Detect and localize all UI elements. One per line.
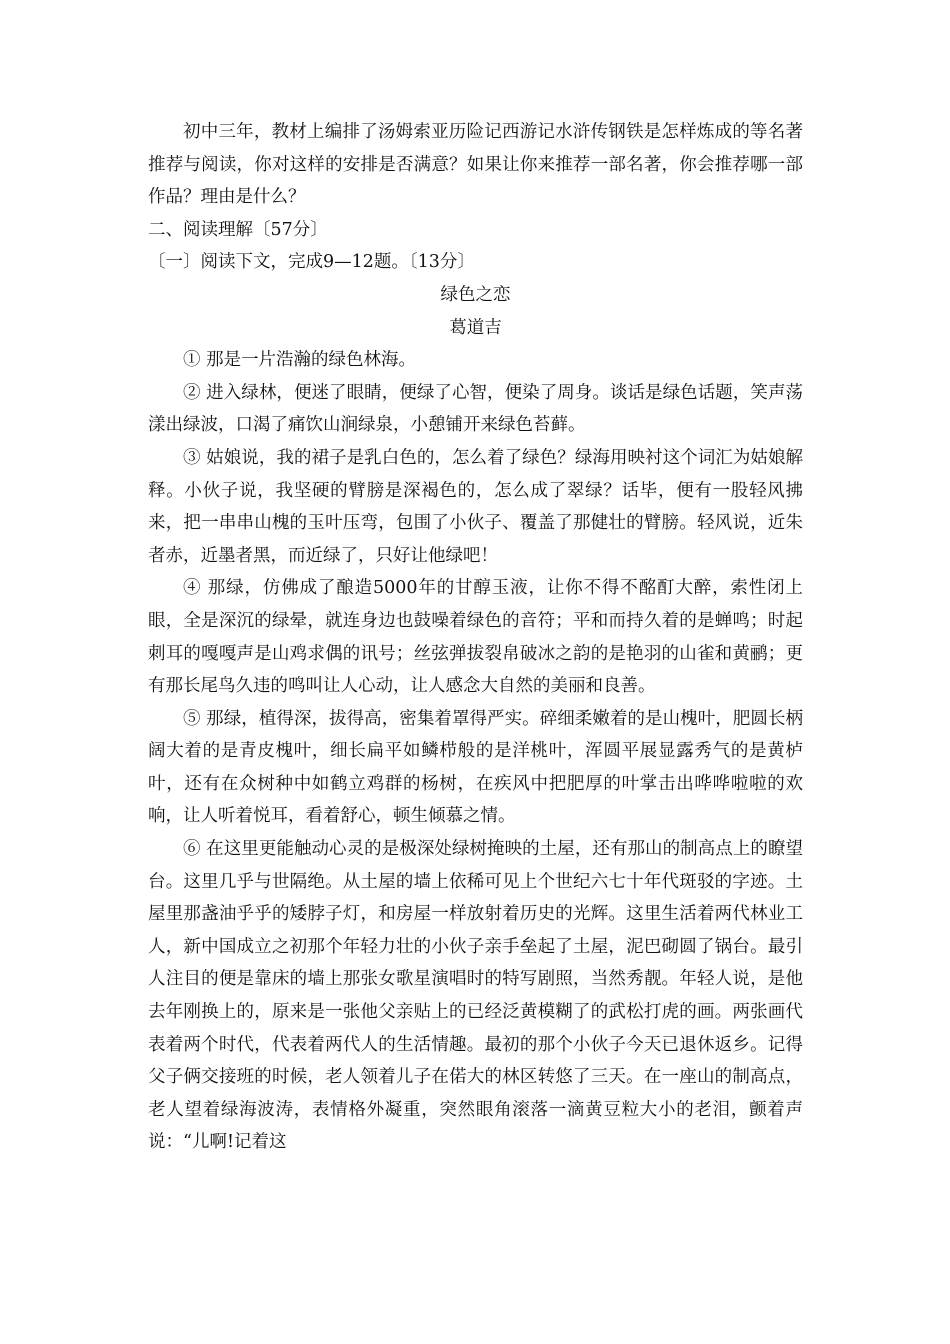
article-author: 葛道吉: [449, 317, 502, 338]
article-paragraph-1: ① 那是一片浩瀚的绿色林海。: [183, 350, 417, 371]
article-paragraph-4: ④ 那绿，仿佛成了酿造5000年的甘醇玉液，让你不得不酩酊大醉，索性闭上眼，全是深沉的绿晕，就连身边也鼓噪着绿色的音符；平和而持久着的是蝉鸣；时起刺耳的嘎嘎声是山鸡求偶的讯号；丝弦弹拔裂帛破冰之韵的是艳羽的山雀和黄鹂；更有那长尾鸟久违的鸣叫让人心动，让人感念大自然的美丽和良善。: [148, 578, 803, 697]
article-paragraph-2: ② 进入绿林，便迷了眼睛，便绿了心智，便染了周身。谈话是绿色话题，笑声荡漾出绿波，口渴了痛饮山涧绿泉，小憩铺开来绿色苔藓。: [148, 382, 803, 436]
subsection-heading: 〔一〕阅读下文，完成9—12题。〔13分〕: [148, 252, 475, 273]
intro-question: 初中三年，教材上编排了汤姆索亚历险记西游记水浒传钢铁是怎样炼成的等名著推荐与阅读，你对这样的安排是否满意？如果让你来推荐一部名著，你会推荐哪一部作品？理由是什么？: [148, 122, 803, 208]
article-paragraph-3: ③ 姑娘说，我的裙子是乳白色的，怎么着了绿色？绿海用映衬这个词汇为姑娘解释。小伙子说，我坚硬的臂膀是深褐色的，怎么成了翠绿？话毕，便有一股轻风拂来，把一串串山槐的玉叶压弯，包围了小伙子、覆盖了那健壮的臂膀。轻风说，近朱者赤，近墨者黑，而近绿了，只好让他绿吧！: [148, 447, 803, 566]
article-paragraph-6: ⑥ 在这里更能触动心灵的是极深处绿树掩映的土屋，还有那山的制高点上的瞭望台。这里几乎与世隔绝。从土屋的墙上依稀可见上个世纪六七十年代斑驳的字迹。土屋里那盏油乎乎的矮脖子灯，和房屋一样放射着历史的光辉。这里生活着两代林业工人，新中国成立之初那个年轻力壮的小伙子亲手垒起了土屋，泥巴砌圆了锅台。最引人注目的便是靠床的墙上那张女歌星演唱时的特写剧照，当然秀靓。年轻人说，是他去年刚换上的，原来是一张他父亲贴上的已经泛黄模糊了的武松打虎的画。两张画代表着两个时代，代表着两代人的生活情趣。最初的那个小伙子今天已退休返乡。记得父子俩交接班的时候，老人领着儿子在偌大的林区转悠了三天。在一座山的制高点，老人望着绿海波涛，表情格外凝重，突然眼角滚落一滴黄豆粒大小的老泪，颤着声说：“儿啊!记着这: [148, 839, 803, 1153]
article-paragraph-5: ⑤ 那绿，植得深，拔得高，密集着罩得严实。碎细柔嫩着的是山槐叶，肥圆长柄阔大着的是青皮槐叶，细长扁平如鳞栉般的是洋桃叶，浑圆平展显露秀气的是黄栌叶，还有在众树种中如鹤立鸡群的杨树，在疾风中把肥厚的叶掌击出哗哗啦啦的欢响，让人听着悦耳，看着舒心，顿生倾慕之情。: [148, 708, 803, 827]
article-title: 绿色之恋: [440, 284, 511, 305]
document-page: [148, 116, 803, 1159]
section-heading: 二、阅读理解〔57分〕: [148, 219, 328, 240]
